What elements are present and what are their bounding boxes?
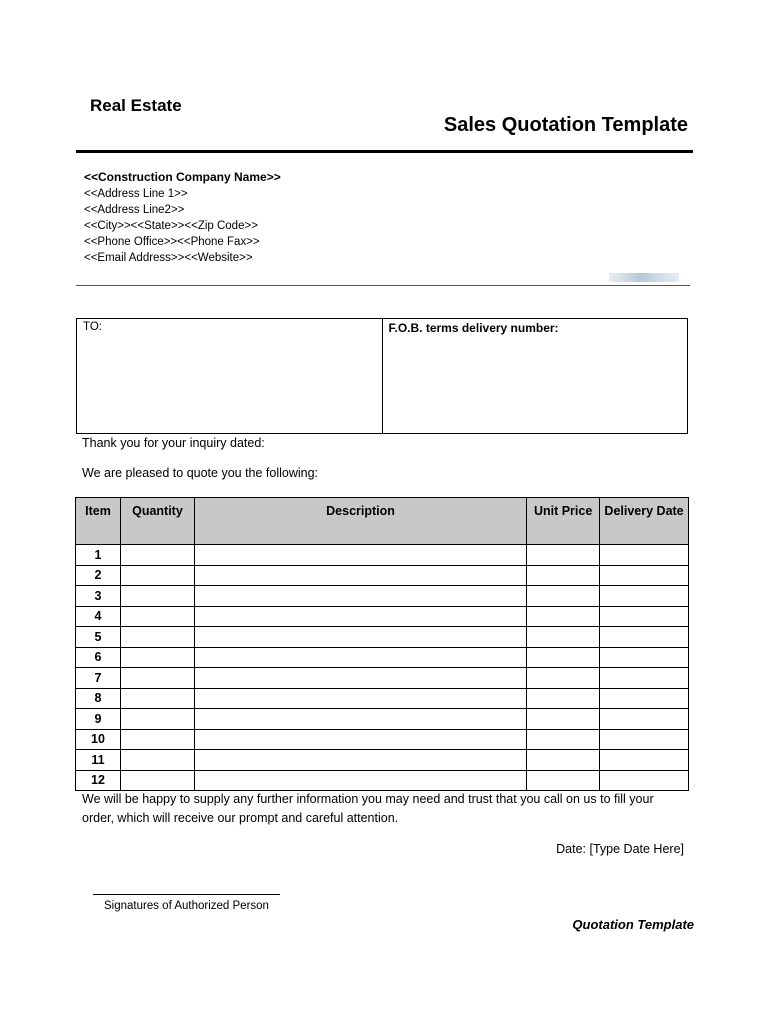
description-cell[interactable] — [194, 709, 526, 730]
fob-label: F.O.B. terms delivery number: — [388, 321, 559, 335]
description-cell[interactable] — [194, 586, 526, 607]
delivery-date-cell[interactable] — [600, 545, 689, 566]
description-cell[interactable] — [194, 770, 526, 791]
table-row — [76, 750, 689, 771]
item-number-cell: 2 — [76, 565, 121, 586]
delivery-date-cell[interactable] — [600, 688, 689, 709]
unit-price-cell[interactable] — [527, 565, 600, 586]
unit-price-cell[interactable] — [527, 586, 600, 607]
quantity-cell[interactable] — [120, 770, 194, 791]
item-number-cell: 10 — [76, 729, 121, 750]
unit-price-cell[interactable] — [527, 545, 600, 566]
item-number-cell: 8 — [76, 688, 121, 709]
header-description: Description — [194, 498, 526, 545]
description-cell[interactable] — [194, 668, 526, 689]
description-cell[interactable] — [194, 627, 526, 648]
item-number-cell: 6 — [76, 647, 121, 668]
delivery-date-cell[interactable] — [600, 565, 689, 586]
logo-image-fragment — [609, 273, 679, 282]
delivery-date-cell[interactable] — [600, 647, 689, 668]
table-row — [76, 545, 689, 566]
item-number-cell: 12 — [76, 770, 121, 791]
quantity-cell[interactable] — [120, 709, 194, 730]
unit-price-cell[interactable] — [527, 770, 600, 791]
table-row — [76, 627, 689, 648]
delivery-date-cell[interactable] — [600, 709, 689, 730]
footer-title: Quotation Template — [572, 917, 694, 932]
item-number-cell: 1 — [76, 545, 121, 566]
delivery-date-cell[interactable] — [600, 627, 689, 648]
quantity-cell[interactable] — [120, 729, 194, 750]
description-cell[interactable] — [194, 688, 526, 709]
table-row — [76, 729, 689, 750]
brand-label: Real Estate — [90, 96, 182, 115]
item-number-cell: 3 — [76, 586, 121, 607]
company-info-block — [84, 169, 281, 266]
item-number-cell: 5 — [76, 627, 121, 648]
header-unit-price: Unit Price — [527, 498, 600, 545]
signature-label: Signatures of Authorized Person — [104, 900, 269, 912]
unit-price-cell[interactable] — [527, 729, 600, 750]
quantity-cell[interactable] — [120, 627, 194, 648]
unit-price-cell[interactable] — [527, 668, 600, 689]
delivery-date-cell[interactable] — [600, 668, 689, 689]
email-website[interactable]: <<Email Address>><<Website>> — [84, 252, 253, 264]
table-row — [76, 688, 689, 709]
table-header-row — [76, 498, 689, 545]
quotation-table — [75, 497, 689, 791]
delivery-date-cell[interactable] — [600, 586, 689, 607]
closing-paragraph: We will be happy to supply any further information you may need and trust that you call on us to fill your order, which will receive our prompt and careful attention. — [82, 792, 654, 825]
delivery-date-cell[interactable] — [600, 770, 689, 791]
quantity-cell[interactable] — [120, 565, 194, 586]
table-row — [76, 668, 689, 689]
description-cell[interactable] — [194, 750, 526, 771]
table-row — [76, 565, 689, 586]
description-cell[interactable] — [194, 647, 526, 668]
description-cell[interactable] — [194, 545, 526, 566]
unit-price-cell[interactable] — [527, 606, 600, 627]
city-state-zip[interactable]: <<City>><<State>><<Zip Code>> — [84, 220, 258, 232]
item-number-cell: 7 — [76, 668, 121, 689]
fob-field[interactable] — [382, 319, 688, 433]
delivery-date-cell[interactable] — [600, 606, 689, 627]
page-title: Sales Quotation Template — [443, 114, 688, 136]
unit-price-cell[interactable] — [527, 647, 600, 668]
delivery-date-cell[interactable] — [600, 750, 689, 771]
to-label: TO: — [83, 321, 102, 333]
quantity-cell[interactable] — [120, 606, 194, 627]
table-row — [76, 606, 689, 627]
unit-price-cell[interactable] — [527, 750, 600, 771]
signature-line[interactable] — [93, 894, 280, 895]
address-line-1[interactable]: <<Address Line 1>> — [84, 188, 188, 200]
delivery-date-cell[interactable] — [600, 729, 689, 750]
description-cell[interactable] — [194, 565, 526, 586]
header-divider — [76, 150, 693, 153]
company-divider — [76, 285, 690, 286]
header-delivery-date: Delivery Date — [600, 498, 689, 545]
quantity-cell[interactable] — [120, 668, 194, 689]
description-cell[interactable] — [194, 729, 526, 750]
description-cell[interactable] — [194, 606, 526, 627]
item-number-cell: 11 — [76, 750, 121, 771]
quantity-cell[interactable] — [120, 545, 194, 566]
recipient-box — [76, 318, 688, 434]
table-row — [76, 770, 689, 791]
table-row — [76, 647, 689, 668]
unit-price-cell[interactable] — [527, 709, 600, 730]
table-row — [76, 586, 689, 607]
quantity-cell[interactable] — [120, 750, 194, 771]
unit-price-cell[interactable] — [527, 627, 600, 648]
quote-intro-text: We are pleased to quote you the following: — [82, 466, 319, 480]
unit-price-cell[interactable] — [527, 688, 600, 709]
header-item: Item — [76, 498, 121, 545]
phone-fax[interactable]: <<Phone Office>><<Phone Fax>> — [84, 236, 260, 248]
inquiry-text: Thank you for your inquiry dated: — [82, 436, 265, 450]
table-row — [76, 709, 689, 730]
item-number-cell: 9 — [76, 709, 121, 730]
date-field[interactable]: Date: [Type Date Here] — [556, 842, 684, 856]
header-quantity: Quantity — [120, 498, 194, 545]
address-line-2[interactable]: <<Address Line2>> — [84, 204, 185, 216]
quantity-cell[interactable] — [120, 586, 194, 607]
quantity-cell[interactable] — [120, 688, 194, 709]
to-field[interactable] — [77, 319, 382, 433]
company-name[interactable]: <<Construction Company Name>> — [84, 170, 281, 184]
quantity-cell[interactable] — [120, 647, 194, 668]
item-number-cell: 4 — [76, 606, 121, 627]
